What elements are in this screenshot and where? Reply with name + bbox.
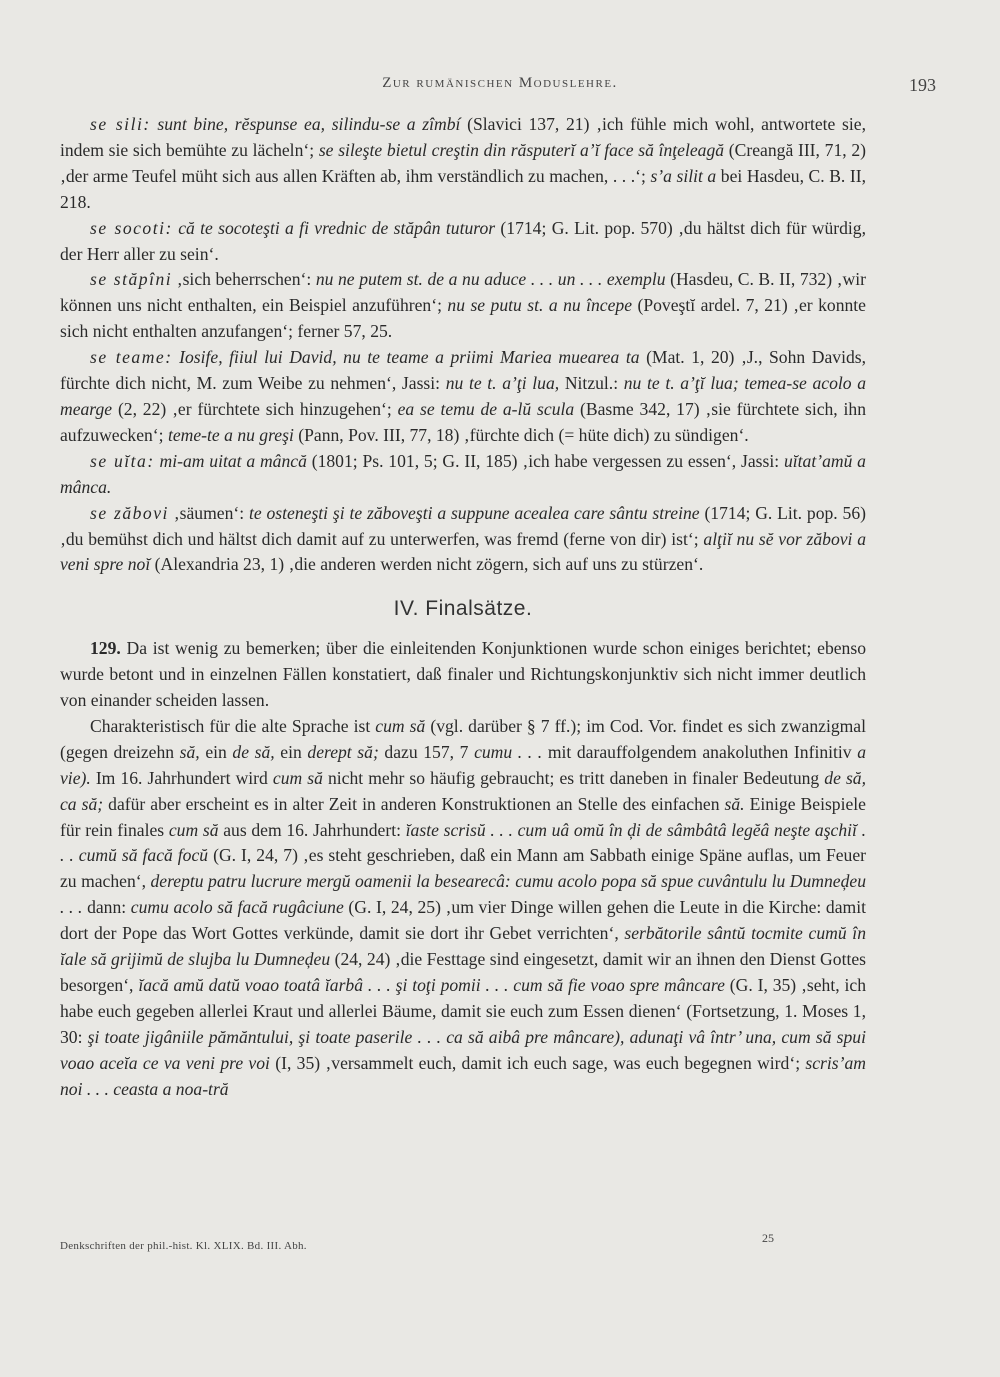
text-run: dann: xyxy=(82,897,131,918)
text-run: dafür aber erscheint es in alter Zeit in anderen Konstruktionen an Stelle des einfachen xyxy=(103,793,725,814)
gloss: (Creangă III, 71, 2) ‚der arme Teufel müht sich aus allen Kräften ab, ihm verständlich zu machen, . . .‘; xyxy=(60,139,866,186)
quote: cumu . . . xyxy=(474,741,543,762)
quote: a vie). xyxy=(60,741,867,788)
text-run: Charakteristisch für die alte Sprache ist xyxy=(90,715,376,736)
quote: alţiĭ nu sĕ vor zăbovi a veni spre noĭ xyxy=(60,528,866,575)
gloss: (Slavici 137, 21) ‚ich fühle mich wohl, antwortete sie, indem sie sich bemühte zu lächeln‘; xyxy=(60,114,866,160)
gloss: (Poveştĭ ardel. 7, 21) ‚er konnte sich nicht enthalten anzufangen‘; ferner 57, 25. xyxy=(60,295,866,342)
gloss: Nitzul.: xyxy=(559,373,624,394)
gloss: (Hasdeu, C. B. II, 732) ‚wir können uns nicht enthalten, ein Beispiel anzuführen‘; xyxy=(60,269,866,316)
text-run: (G. I, 24, 25) ‚um vier Dinge willen gehen die Leute in die Kirche: damit dort der Pope das Wort Gottes verkünde, damit sie dort ihr Gebet verrichten‘, xyxy=(60,897,866,944)
paragraph-text: Da ist wenig zu bemerken; über die einleitenden Konjunktionen wurde schon einiges berichtet; ebenso wurde betont und in einzelnen Fällen konstatiert, daß finaler und Richtungskonjunktiv sich nicht immer deutlich von einander scheiden lassen. xyxy=(60,638,866,711)
quote: cumu acolo să facă rugâciune xyxy=(130,897,344,918)
quote: că te socoteşti a fi vrednic de stăpân tuturor xyxy=(172,217,496,238)
gloss: (1714; G. Lit. pop. 56) ‚du bemühst dich und hältst dich damit auf zu unterwerfen, was fremd (ferne von dir) ist‘; xyxy=(60,502,866,549)
text-run: dazu 157, 7 xyxy=(378,741,475,762)
headword: se stăpîni xyxy=(90,269,173,290)
quote: cum să xyxy=(272,767,323,788)
gloss: bei Hasdeu, C. B. II, 218. xyxy=(60,165,866,212)
quote: cum să xyxy=(168,819,219,840)
entry-se-sili xyxy=(60,112,866,216)
page-number: 193 xyxy=(909,75,936,95)
quote: nu te t. a’ţĭ lua; temea-se acolo a mearge xyxy=(60,373,867,419)
quote: ĭaste scrisŭ . . . cum uâ omŭ în ḑi de sâmbâtâ legĕâ neşte aşchiĭ . . . cumŭ să facă focŭ xyxy=(60,819,867,866)
quote: Iosife, fiiul lui David, nu te teame a priimi Mariea muearea ta xyxy=(172,347,640,368)
headword: se teame: xyxy=(90,347,173,368)
entry-se-stapini xyxy=(60,267,866,345)
entry-se-uita xyxy=(60,449,866,501)
text-run: Einige Beispiele für rein finales xyxy=(60,793,866,840)
gloss: ‚sich beherrschen‘: xyxy=(172,269,316,290)
quote: cum să xyxy=(375,715,426,736)
quote: şi toate jigâniile pămăntului, şi toate paserile . . . ca să aibâ pre mâncare), xyxy=(87,1026,625,1047)
entry-se-zabovi xyxy=(60,501,866,579)
quote: ĭacă amŭ datŭ voao toatâ ĭarbâ . . . şi toţi pomii . . . cum să fie voao spre mâncare xyxy=(138,975,725,995)
gloss: ‚säumen‘: xyxy=(168,502,249,523)
text-run: ein xyxy=(199,741,233,762)
quote: teme-te a nu greşi xyxy=(167,424,294,445)
quote: de să, ca să; xyxy=(60,767,867,814)
text-run: (24, 24) ‚die Festtage sind eingesetzt, damit wir an ihnen den Dienst Gottes besorgen‘, xyxy=(60,949,866,995)
paragraph-number: 129. xyxy=(90,638,121,659)
text-run: nicht mehr so häufig gebraucht; es tritt daneben in finaler Bedeutung xyxy=(322,767,825,788)
text-run: ein xyxy=(274,741,308,762)
gloss: (Basme 342, 17) ‚sie fürchtete sich, ihn aufzuwecken‘; xyxy=(60,398,867,445)
quote: să. xyxy=(724,793,745,814)
gloss: (1714; G. Lit. pop. 570) ‚du hältst dich für würdig, der Herr aller zu sein‘. xyxy=(60,217,866,264)
text-run: (vgl. darüber § 7 ff.); im Cod. Vor. findet es sich zwanzigmal (gegen dreizehn xyxy=(60,715,867,762)
running-head xyxy=(60,75,940,101)
quote: se sileşte bietul creştin din răsputerĭ a’ĭ face să înţeleagă xyxy=(318,139,725,160)
body-text xyxy=(60,112,866,1103)
text-run: (I, 35) ‚versammelt euch, damit ich euch sage, was euch begegnen wird‘; xyxy=(269,1052,806,1073)
text-run: (G. I, 24, 7) ‚es steht geschrieben, daß ein Mann am Sabbath einige Späne auflas, um Feuer zu machen‘, xyxy=(60,845,867,892)
paragraph-129 xyxy=(60,636,866,714)
quote: serbătorile sântŭ tocmite cumŭ în ĭale să grijimŭ de slujba lu Dumneḑeu xyxy=(60,923,866,970)
quote: adunaţi vâ într’ una, cum să spui voao aceĭa ce va veni pre voi xyxy=(60,1026,866,1073)
quote: uĭtat’amŭ a mânca. xyxy=(60,450,866,497)
paragraph-charakteristisch xyxy=(60,714,866,1103)
publication-footer: Denkschriften der phil.-hist. Kl. XLIX. Bd. III. Abh. xyxy=(60,1240,307,1252)
text-run: aus dem 16. Jahrhundert: xyxy=(218,819,406,840)
gloss: (1801; Ps. 101, 5; G. II, 185) ‚ich habe vergessen zu essen‘, Jassi: xyxy=(306,450,784,471)
quote: mi-am uitat a mâncă xyxy=(154,450,307,471)
quote: nu ne putem st. de a nu aduce . . . un . . . exemplu xyxy=(315,269,666,290)
text-run: (G. I, 35) ‚seht, ich habe euch gegeben allerlei Kraut und allerlei Bäume, damit sie euch zum Essen dienen‘ (Fortsetzung, 1. Moses 1, 30: xyxy=(60,975,866,1047)
text-run: Im 16. Jahrhundert wird xyxy=(90,767,273,788)
quote: sunt bine, rĕspunse ea, silindu-se a zîmbí xyxy=(150,114,461,134)
gloss: (Mat. 1, 20) ‚J., Sohn Davids, fürchte dich nicht, M. zum Weibe zu nehmen‘, Jassi: xyxy=(60,347,866,394)
quote: derept să; xyxy=(307,741,379,762)
quote: să, xyxy=(179,741,200,762)
quote: dereptu patru lucrure mergŭ oamenii la besearecâ: cumu acolo popa să spue cuvântulu lu Dumneḑeu . . . xyxy=(60,871,866,918)
entry-se-teame xyxy=(60,345,866,449)
headword: se sili: xyxy=(90,114,151,134)
gloss: (Pann, Pov. III, 77, 18) ‚fürchte dich (= hüte dich) zu sündigen‘. xyxy=(293,424,749,445)
text-run: mit darauffolgendem anakoluthen Infinitiv xyxy=(542,741,858,762)
entry-se-socoti xyxy=(60,216,866,268)
gloss: (2, 22) ‚er fürchtete sich hinzugehen‘; xyxy=(112,398,398,419)
printer-signature: 25 xyxy=(762,1231,774,1245)
quote: nu se putu st. a nu începe xyxy=(447,295,633,316)
quote: scris’am noi . . . ceasta a noa-tră xyxy=(60,1052,866,1099)
headword: se uĭta: xyxy=(90,450,155,471)
quote: te osteneşti şi te zăboveşti a suppune acealea care sântu streine xyxy=(248,502,700,523)
quote: de să, xyxy=(232,741,275,762)
headword: se socoti: xyxy=(90,217,173,238)
quote: ea se temu de a-lŭ scula xyxy=(397,398,575,419)
quote: nu te t. a’ţi lua, xyxy=(445,373,560,394)
running-title: Zur rumänischen Moduslehre. xyxy=(382,75,618,91)
headword: se zăbovi xyxy=(90,502,169,523)
quote: s’a silit a xyxy=(650,165,717,186)
gloss: (Alexandria 23, 1) ‚die anderen werden nicht zögern, sich auf uns zu stürzen‘. xyxy=(150,554,704,575)
section-heading: IV. Finalsätze. xyxy=(393,597,533,621)
